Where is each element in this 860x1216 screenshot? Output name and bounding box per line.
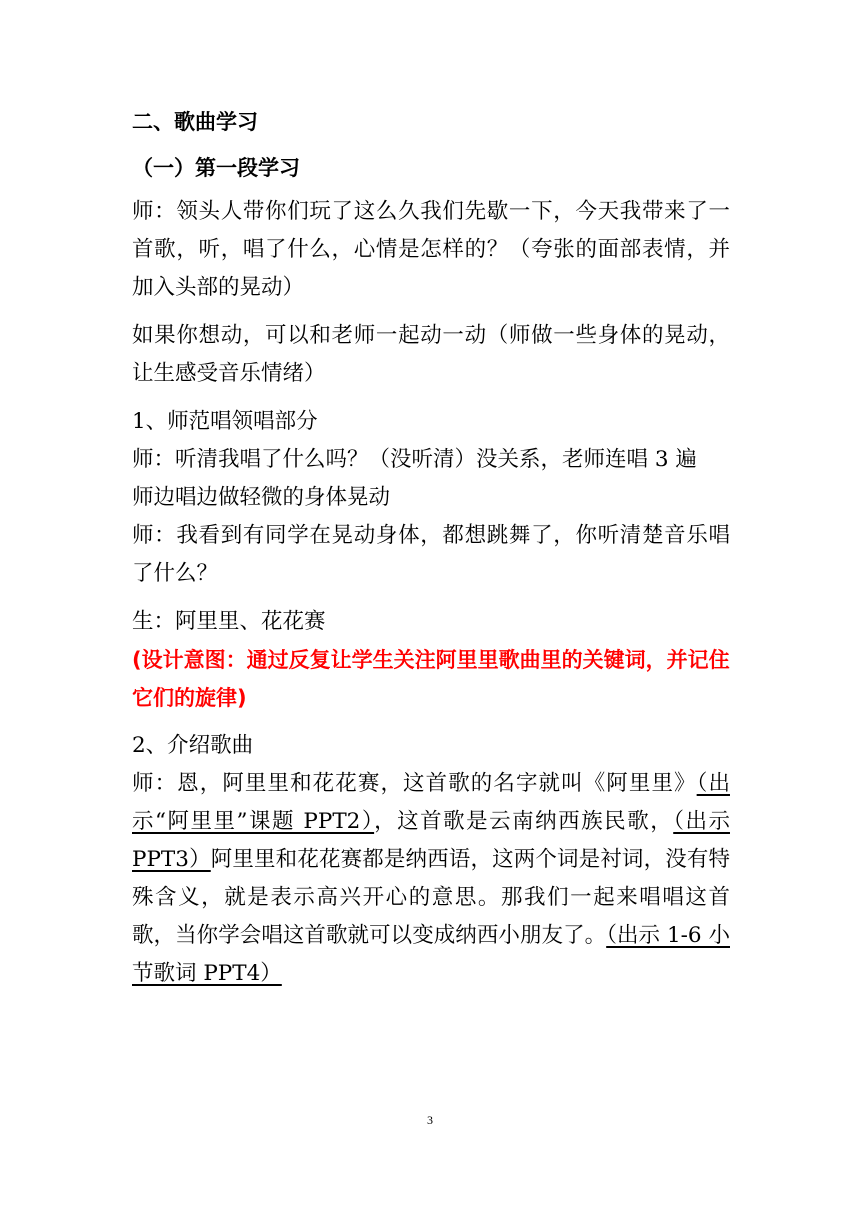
step-1-title: 1、师范唱领唱部分 xyxy=(132,409,318,434)
paragraph-teacher-intro: 师：领头人带你们玩了这么久我们先歇一下，今天我带来了一首歌，听，唱了什么，心情是怎样的？（夸张的面部表情，并加入头部的晃动） xyxy=(132,199,730,300)
step-2-title: 2、介绍歌曲 xyxy=(132,733,254,758)
song-intro-text-1: 师：恩，阿里里和花花赛，这首歌的名字就叫《阿里里》 xyxy=(132,771,697,796)
paragraph-movement: 如果你想动，可以和老师一起动一动（师做一些身体的晃动，让生感受音乐情绪） xyxy=(132,323,730,386)
song-intro-text-2: ，这首歌是云南纳西族民歌， xyxy=(374,809,674,834)
paragraph-student-answer: 生：阿里里、花花赛 xyxy=(132,609,326,634)
ppt4-cue: （出示 1-6 小节歌词 PPT4） xyxy=(132,923,730,986)
page-content xyxy=(132,103,730,993)
design-intent-note: (设计意图：通过反复让学生关注阿里里歌曲里的关键词，并记住它们的旋律) xyxy=(132,648,730,710)
ppt3-cue: （出示 PPT3） xyxy=(132,809,730,872)
paragraph-question: 师：听清我唱了什么吗？（没听清）没关系，老师连唱 3 遍 xyxy=(132,447,697,472)
section-heading: 二、歌曲学习 xyxy=(132,110,258,134)
ppt2-cue: （出示“阿里里”课题 PPT2） xyxy=(132,771,730,834)
paragraph-teacher-observes: 师：我看到有同学在晃动身体，都想跳舞了，你听清楚音乐唱了什么？ xyxy=(132,523,730,586)
subsection-heading: （一）第一段学习 xyxy=(132,156,300,180)
song-intro-text-3: 阿里里和花花赛都是纳西语，这两个词是衬词，没有特殊含义，就是表示高兴开心的意思。那我们一起来唱唱这首歌，当你学会唱这首歌就可以变成纳西小朋友了。 xyxy=(132,847,731,948)
paragraph-teacher-sings: 师边唱边做轻微的身体晃动 xyxy=(132,485,391,510)
page-number: 3 xyxy=(427,1113,433,1127)
paragraph-song-intro xyxy=(132,765,730,993)
